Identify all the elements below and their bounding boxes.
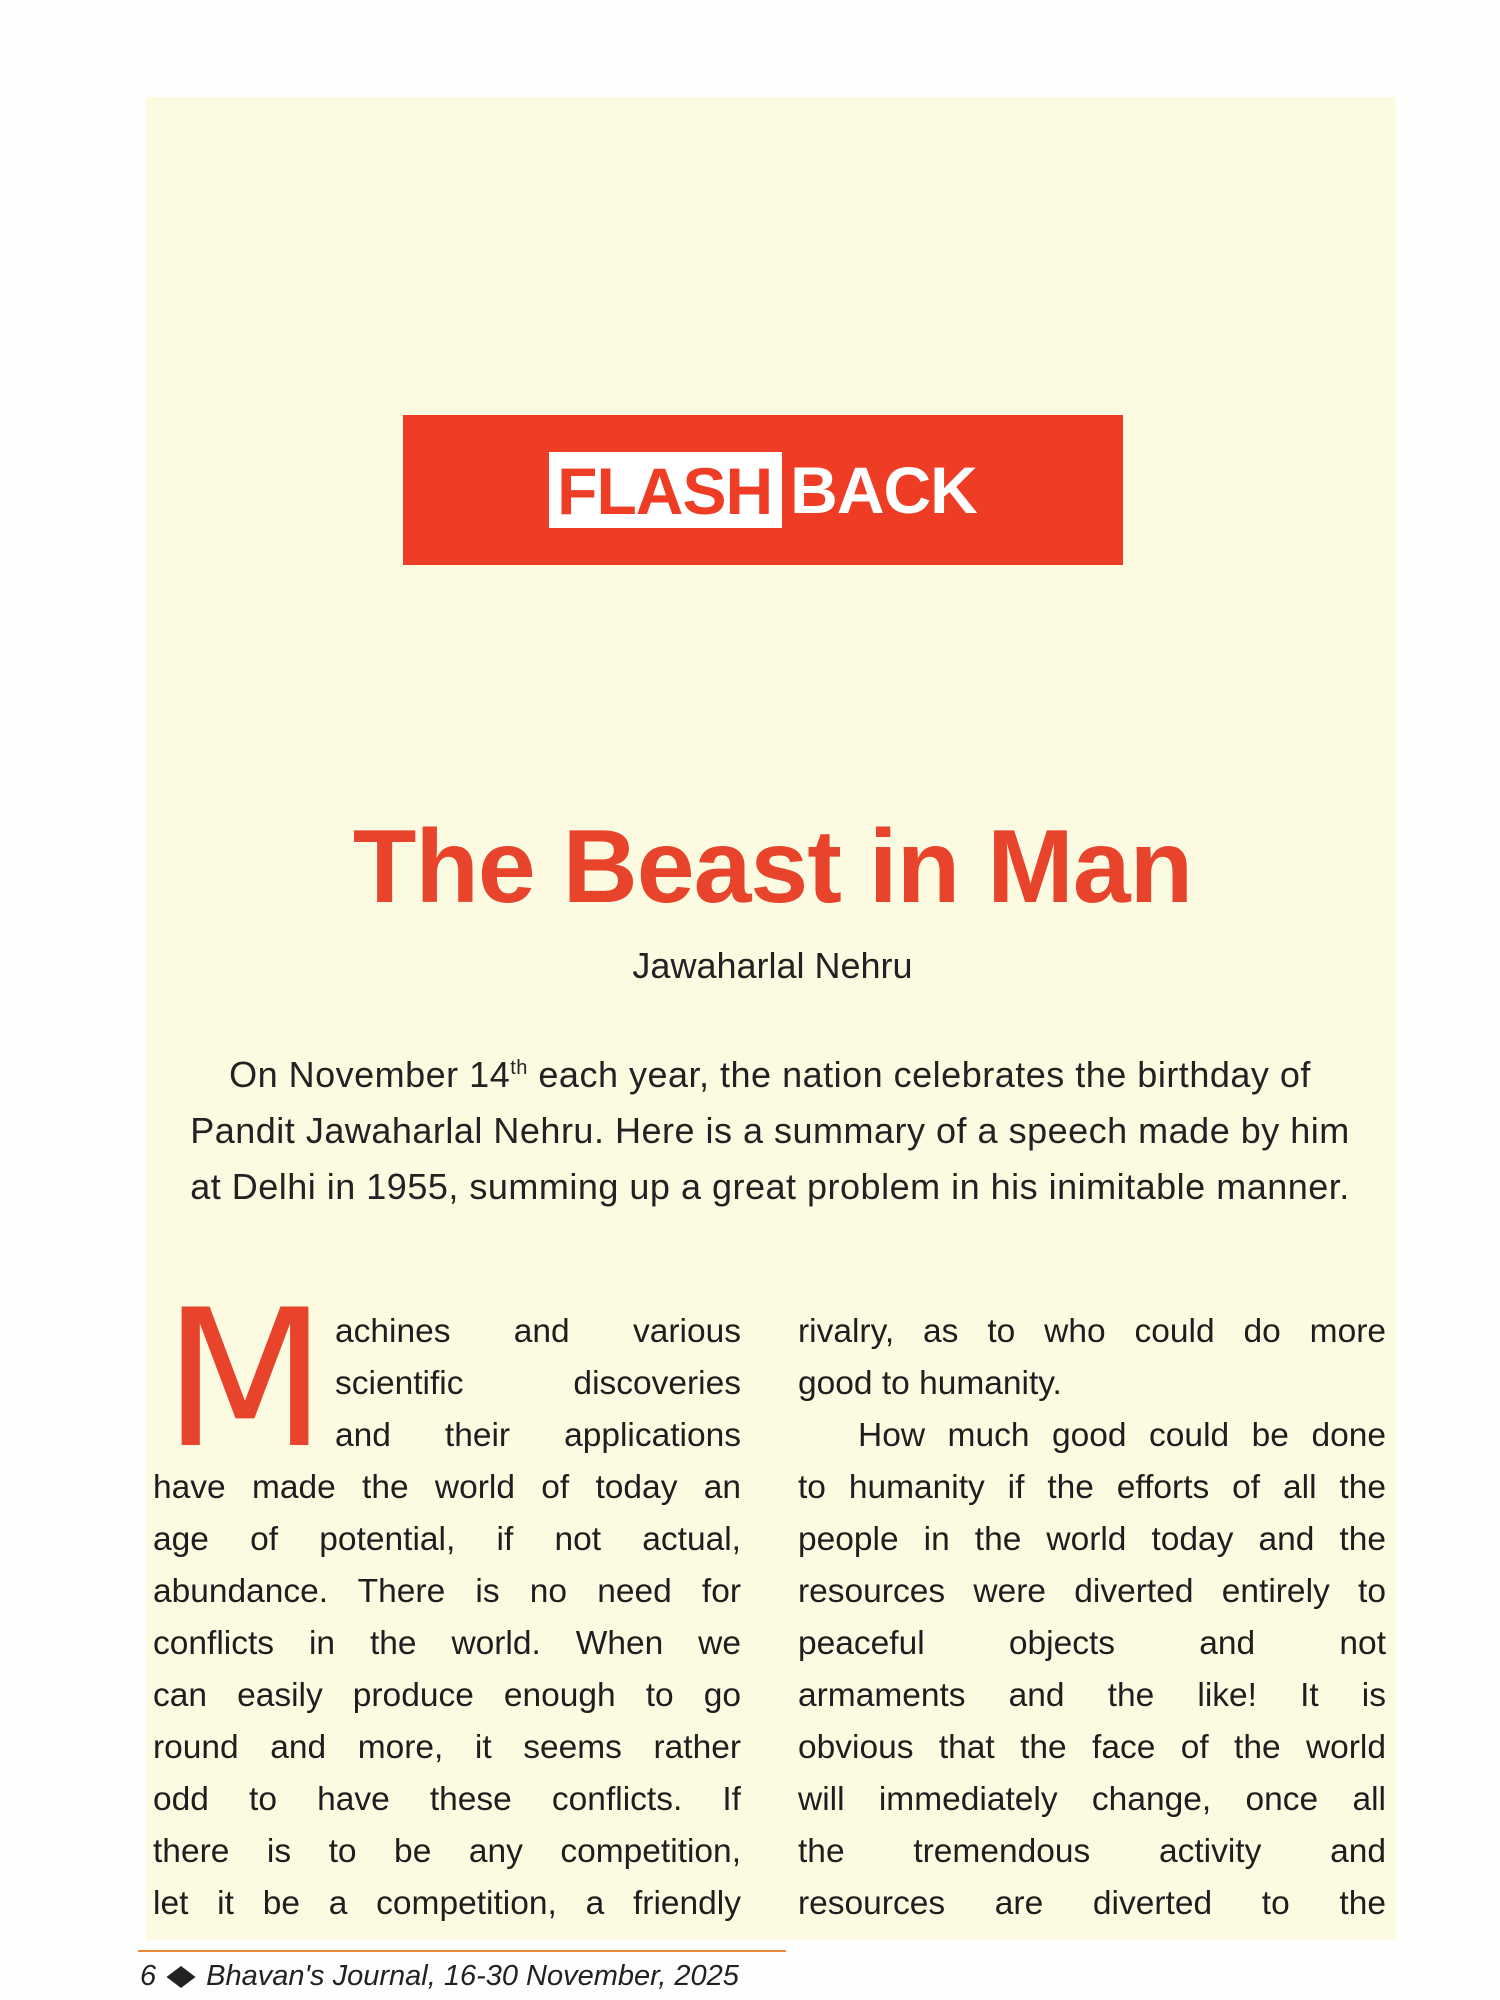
text-line: good to humanity. (798, 1365, 1062, 1402)
text-line: achines and various (335, 1313, 741, 1350)
left-column (153, 1306, 741, 1930)
intro-part1: On November 14 (229, 1054, 511, 1095)
text-line: can easily produce enough to go (153, 1677, 741, 1714)
footer (140, 1960, 739, 1993)
text-line: to humanity if the efforts of all the (798, 1469, 1386, 1506)
text-line: will immediately change, once all (798, 1781, 1386, 1818)
text-line: have made the world of today an (153, 1469, 741, 1506)
diamond-icon (167, 1966, 196, 1988)
text-line: let it be a competition, a friendly (153, 1885, 741, 1922)
footer-rule (138, 1950, 786, 1952)
text-line: scientific discoveries (335, 1365, 741, 1402)
text-line: odd to have these conflicts. If (153, 1781, 741, 1818)
flashback-banner (403, 415, 1123, 565)
text-line: How much good could be done (858, 1417, 1386, 1454)
text-line: rivalry, as to who could do more (798, 1313, 1386, 1350)
text-line: conflicts in the world. When we (153, 1625, 741, 1662)
text-line: round and more, it seems rather (153, 1729, 741, 1766)
page-number: 6 (140, 1960, 157, 1992)
text-line: people in the world today and the (798, 1521, 1386, 1558)
text-line: armaments and the like! It is (798, 1677, 1386, 1714)
text-line: there is to be any competition, (153, 1833, 741, 1870)
text-line: and their applications (335, 1417, 741, 1454)
article-title: The Beast in Man (352, 809, 1193, 925)
intro-part2: each year, the nation celebrates the birthday of Pandit Jawaharlal Nehru. Here is a summary of a speech made by him at Delhi in 1955, summing up a great problem in his inimitable manner. (190, 1054, 1350, 1207)
intro-paragraph (180, 1040, 1360, 1215)
banner-back: BACK (790, 453, 977, 527)
intro-sup: th (510, 1057, 528, 1079)
text-line: the tremendous activity and (798, 1833, 1386, 1870)
drop-cap: M (163, 1269, 327, 1490)
text-line: obvious that the face of the world (798, 1729, 1386, 1766)
text-line: peaceful objects and not (798, 1625, 1386, 1662)
banner-flash: FLASH (549, 452, 782, 528)
text-line: resources are diverted to the (798, 1885, 1386, 1922)
journal-info: Bhavan's Journal, 16-30 November, 2025 (206, 1960, 739, 1992)
text-line: age of potential, if not actual, (153, 1521, 741, 1558)
text-line: abundance. There is no need for (153, 1573, 741, 1610)
right-column (798, 1306, 1386, 1930)
text-line: resources were diverted entirely to (798, 1573, 1386, 1610)
article-author: Jawaharlal Nehru (632, 945, 913, 986)
